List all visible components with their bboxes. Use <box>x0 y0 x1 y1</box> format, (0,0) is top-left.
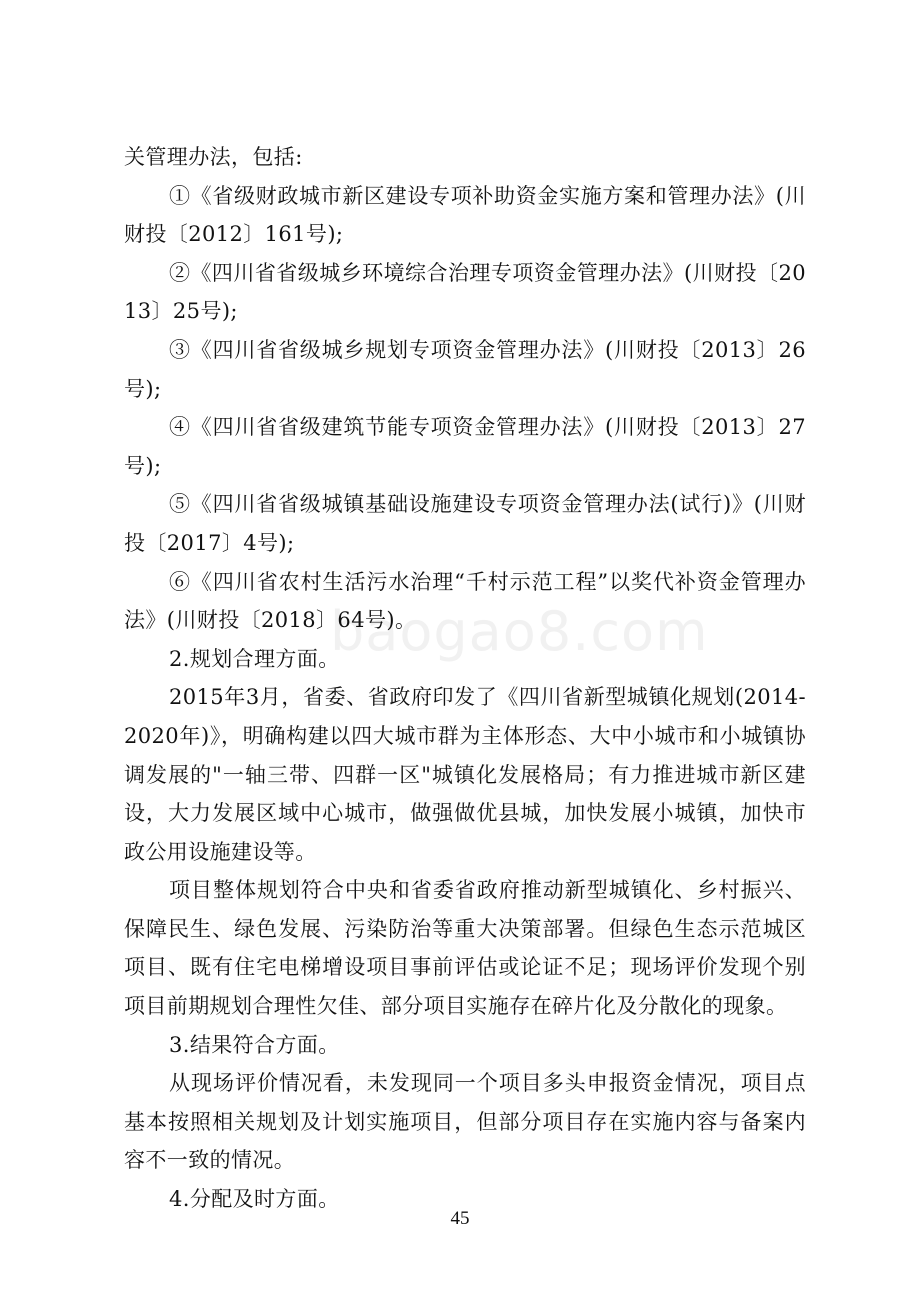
paragraph-item-5: ⑤《四川省省级城镇基础设施建设专项资金管理办法(试行)》(川财投〔2017〕4号); <box>124 492 806 555</box>
page-number: 45 <box>450 1208 470 1229</box>
document-body <box>124 138 806 1219</box>
paragraph-continuation: 关管理办法，包括: <box>124 145 303 169</box>
paragraph-planning-1: 2015年3月，省委、省政府印发了《四川省新型城镇化规划(2014-2020年)》，明确构建以四大城市群为主体形态、大中小城市和小城镇协调发展的"一轴三带、四群一区"城镇化发展格局；有力推进城市新区建设，大力发展区域中心城市，做强做优县城，加快发展小城镇，加快市政公用设施建设等。 <box>124 685 806 864</box>
section-heading-results: 3.结果符合方面。 <box>169 1032 340 1057</box>
paragraph-results-1: 从现场评价情况看，未发现同一个项目多头申报资金情况，项目点基本按照相关规划及计划实施项目，但部分项目存在实施内容与备案内容不一致的情况。 <box>124 1071 806 1173</box>
paragraph-item-2: ②《四川省省级城乡环境综合治理专项资金管理办法》(川财投〔2013〕25号); <box>124 260 806 324</box>
watermark: baogao8.com <box>330 600 709 663</box>
section-heading-allocation: 4.分配及时方面。 <box>169 1187 340 1212</box>
section-heading-planning: 2.规划合理方面。 <box>169 646 340 671</box>
paragraph-item-4: ④《四川省省级建筑节能专项资金管理办法》(川财投〔2013〕27号); <box>124 415 806 478</box>
paragraph-item-1: ①《省级财政城市新区建设专项补助资金实施方案和管理办法》(川财投〔2012〕161号); <box>124 183 806 247</box>
paragraph-planning-2: 项目整体规划符合中央和省委省政府推动新型城镇化、乡村振兴、保障民生、绿色发展、污染防治等重大决策部署。但绿色生态示范城区项目、既有住宅电梯增设项目事前评估或论证不足；现场评价发现个别项目前期规划合理性欠佳、部分项目实施存在碎片化及分散化的现象。 <box>124 878 806 1019</box>
paragraph-item-6: ⑥《四川省农村生活污水治理“千村示范工程”以奖代补资金管理办法》(川财投〔2018〕64号)。 <box>124 569 806 633</box>
paragraph-item-3: ③《四川省省级城乡规划专项资金管理办法》(川财投〔2013〕26号); <box>124 337 806 401</box>
